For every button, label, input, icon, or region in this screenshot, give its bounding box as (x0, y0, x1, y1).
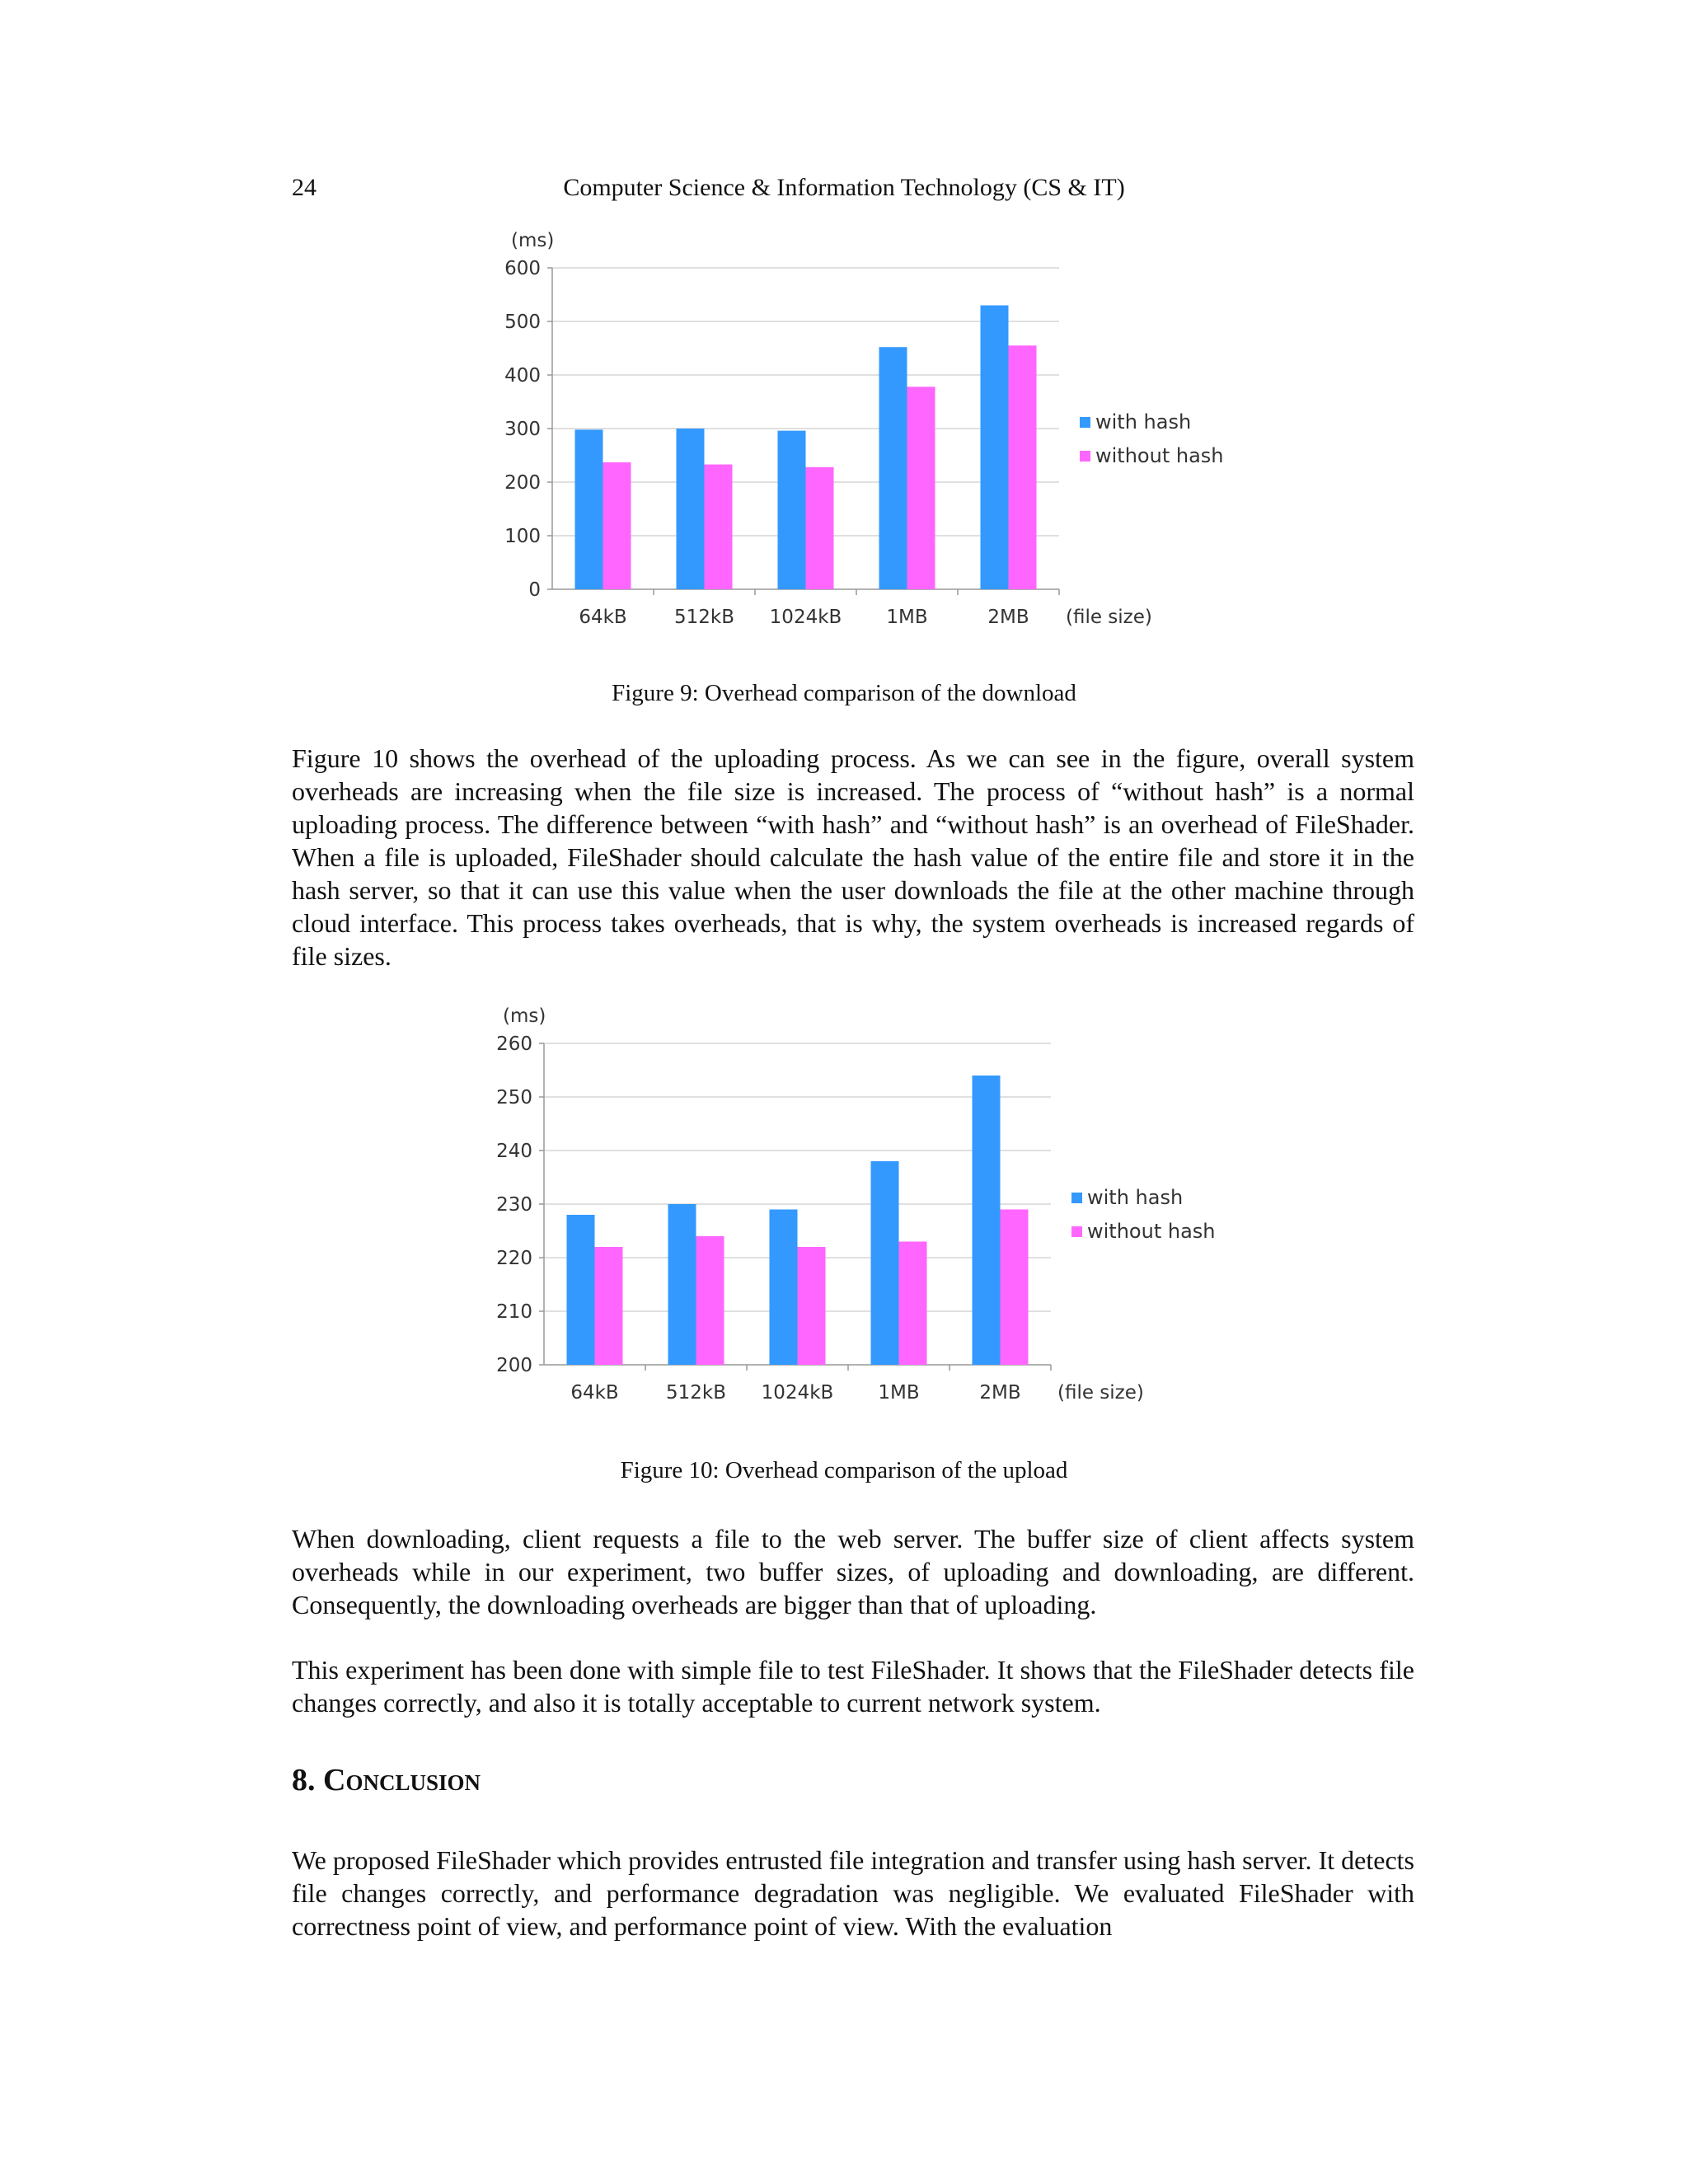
page-number: 24 (292, 174, 316, 201)
legend-swatch-with-hash (1080, 417, 1090, 428)
bar-without-hash-1MB (899, 1242, 927, 1366)
bar-with-hash-512kB (677, 429, 705, 589)
x-axis-label: (file size) (1066, 607, 1152, 628)
x-tick-label: 64kB (579, 607, 627, 628)
section-title: Conclusion (323, 1763, 481, 1797)
bar-with-hash-64kB (575, 429, 603, 589)
bar-with-hash-1024kB (770, 1210, 798, 1366)
legend-swatch-without-hash (1080, 451, 1090, 462)
paragraph-buffer-size: When downloading, client requests a file to the web server. The buffer size of client affects system overheads while in our experiment, two buffer sizes, of uploading and downloading, are different. Consequently, the downloading overheads are bigger than that of uploading. (292, 1524, 1414, 1619)
paragraph-experiment: This experiment has been done with simple file to test FileShader. It shows that the FileShader detects file changes correctly, and also it is totally acceptable to current network system. (292, 1655, 1414, 1718)
section-heading-conclusion (292, 1762, 481, 1798)
bar-without-hash-512kB (696, 1236, 724, 1365)
legend-label-with-hash: with hash (1087, 1186, 1184, 1209)
bar-with-hash-512kB (668, 1204, 696, 1365)
legend-label-with-hash: with hash (1095, 410, 1192, 434)
bar-without-hash-512kB (705, 465, 733, 589)
y-tick-label: 260 (496, 1033, 532, 1055)
legend-label-without-hash: without hash (1095, 444, 1224, 467)
y-tick-label: 220 (496, 1248, 532, 1269)
figure-9-svg (495, 223, 1236, 651)
y-tick-label: 500 (504, 312, 541, 333)
y-axis-label: (ms) (503, 1005, 546, 1027)
figure-10-chart (486, 998, 1228, 1427)
x-tick-label: 1024kB (769, 607, 842, 628)
bar-with-hash-1024kB (778, 431, 806, 589)
x-axis-label: (file size) (1057, 1382, 1144, 1404)
x-tick-label: 64kB (570, 1382, 619, 1404)
bar-without-hash-1024kB (798, 1247, 826, 1365)
figure-9-caption: Figure 9: Overhead comparison of the download (612, 680, 1076, 706)
section-number: 8. (292, 1763, 316, 1797)
x-tick-label: 512kB (666, 1382, 726, 1404)
legend-swatch-without-hash (1071, 1226, 1082, 1237)
y-tick-label: 0 (528, 579, 541, 601)
bar-with-hash-64kB (567, 1215, 595, 1365)
x-tick-label: 2MB (979, 1382, 1021, 1404)
bar-without-hash-64kB (603, 462, 631, 589)
x-tick-label: 1MB (886, 607, 928, 628)
y-tick-label: 200 (504, 472, 541, 494)
y-tick-label: 200 (496, 1355, 532, 1376)
bar-without-hash-64kB (595, 1247, 623, 1365)
bar-with-hash-2MB (973, 1076, 1001, 1365)
bar-with-hash-1MB (871, 1161, 899, 1365)
y-tick-label: 100 (504, 526, 541, 547)
bar-without-hash-2MB (1001, 1210, 1029, 1366)
bar-with-hash-2MB (981, 306, 1009, 590)
x-tick-label: 2MB (987, 607, 1029, 628)
legend-label-without-hash: without hash (1087, 1220, 1216, 1243)
figure-10-svg (486, 998, 1228, 1427)
y-tick-label: 600 (504, 258, 541, 279)
paragraph-conclusion: We proposed FileShader which provides entrusted file integration and transfer using hash server. It detects file changes correctly, and performance degradation was negligible. We evaluated FileShader with correctness point of view, and performance point of view. With the evaluation (292, 1845, 1414, 1941)
legend-swatch-with-hash (1071, 1193, 1082, 1203)
figure-10-caption: Figure 10: Overhead comparison of the upload (620, 1457, 1068, 1483)
y-tick-label: 400 (504, 365, 541, 387)
running-header: Computer Science & Information Technology (CS & IT) (563, 174, 1125, 201)
x-tick-label: 1024kB (761, 1382, 834, 1404)
figure-9-chart (495, 223, 1236, 651)
y-tick-label: 210 (496, 1301, 532, 1323)
y-axis-label: (ms) (511, 230, 555, 251)
paragraph-upload-overhead: Figure 10 shows the overhead of the uploading process. As we can see in the figure, overall system overheads are increasing when the file size is increased. The process of “without hash” is a normal uploading process. The difference between “with hash” and “without hash” is an overhead of FileShader. When a file is uploaded, FileShader should calculate the hash value of the entire file and store it in the hash server, so that it can use this value when the user downloads the file at the other machine through cloud interface. This process takes overheads, that is why, the system overheads is increased regards of file sizes. (292, 743, 1414, 971)
y-tick-label: 230 (496, 1194, 532, 1216)
y-tick-label: 250 (496, 1087, 532, 1108)
y-tick-label: 240 (496, 1141, 532, 1162)
bar-without-hash-1024kB (806, 467, 834, 589)
y-tick-label: 300 (504, 419, 541, 440)
bar-without-hash-1MB (907, 387, 935, 589)
bar-without-hash-2MB (1009, 345, 1037, 589)
x-tick-label: 512kB (674, 607, 734, 628)
x-tick-label: 1MB (878, 1382, 920, 1404)
bar-with-hash-1MB (879, 347, 907, 589)
